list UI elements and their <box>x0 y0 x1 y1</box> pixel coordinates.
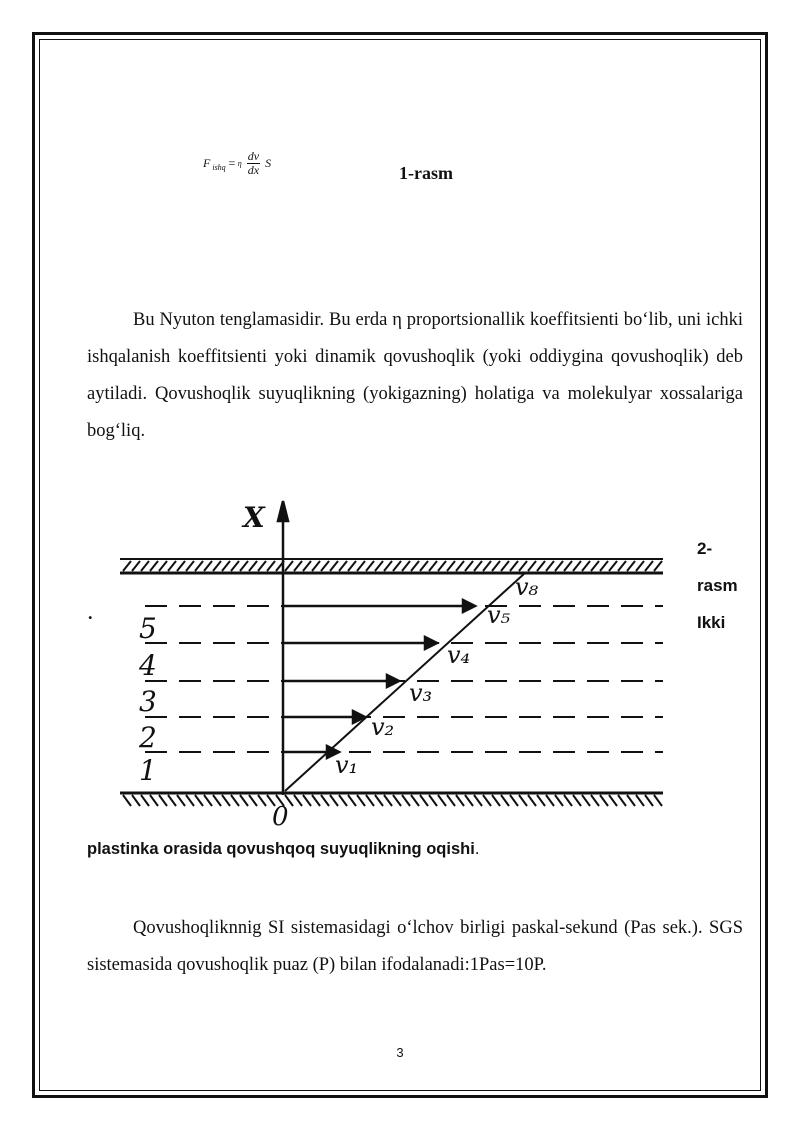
layer-lines <box>145 606 663 752</box>
formula-S: S <box>265 156 272 170</box>
viscous-flow-figure <box>115 495 675 835</box>
formula-numerator: dv <box>247 149 260 163</box>
figure2-caption <box>87 840 479 859</box>
layer-number-4: 4 <box>139 649 157 682</box>
layer-number-2: 2 <box>139 721 157 754</box>
origin-label: 0 <box>272 802 289 832</box>
formula-subscript: ishq <box>212 163 226 172</box>
stray-dot: . <box>88 603 93 623</box>
velocity-label-4: v₄ <box>447 641 471 669</box>
page-number: 3 <box>396 1045 404 1060</box>
velocity-label-3: v₃ <box>409 679 433 707</box>
newton-formula <box>203 150 271 177</box>
velocity-label-2: v₂ <box>371 713 395 741</box>
paragraph-newton: Bu Nyuton tenglamasidir. Bu erda η proportsionallik koeffitsienti bo‘lib, uni ichki ishqalanish koeffitsienti yoki dinamik qovushoqlik (yoki oddiygina qovushoqlik) deb aytiladi. Qovushoqlik suyuqlikning (yokigazning) holatiga va molekulyar xossalariga bog‘liq. <box>87 310 743 441</box>
velocity-label-1: v₁ <box>335 751 359 779</box>
layer-number-5: 5 <box>139 612 157 645</box>
layer-number-1: 1 <box>139 754 157 787</box>
formula-denominator: dx <box>247 163 260 177</box>
side-caption-line-2: rasm <box>697 576 738 595</box>
axis-label: X <box>243 501 265 534</box>
formula-equals: = <box>227 156 236 170</box>
figure1-caption: 1-rasm <box>399 163 453 183</box>
figure2-side-caption <box>697 530 757 641</box>
side-caption-line-3: Ikki <box>697 613 726 632</box>
velocity-label-top: v₈ <box>515 573 539 601</box>
formula-eta: η <box>237 159 242 168</box>
layer-numbers <box>138 612 157 787</box>
figure2-caption-bold: plastinka orasida qovushqoq suyuqlikning oqishi <box>87 840 475 858</box>
layer-number-3: 3 <box>139 685 157 718</box>
velocity-labels <box>335 573 539 779</box>
velocity-label-5: v₅ <box>487 601 511 629</box>
side-caption-line-1: 2- <box>697 539 713 558</box>
formula-F: F <box>203 156 211 170</box>
formula-fraction <box>247 150 260 177</box>
figure2-caption-tail: . <box>474 840 480 858</box>
paragraph-units: Qovushoqliknnig SI sistemasidagi o‘lchov birligi paskal-sekund (Pas sek.). SGS sistemasida qovushoqlik puaz (P) bilan ifodalanadi:1Pas=10P. <box>87 918 743 975</box>
